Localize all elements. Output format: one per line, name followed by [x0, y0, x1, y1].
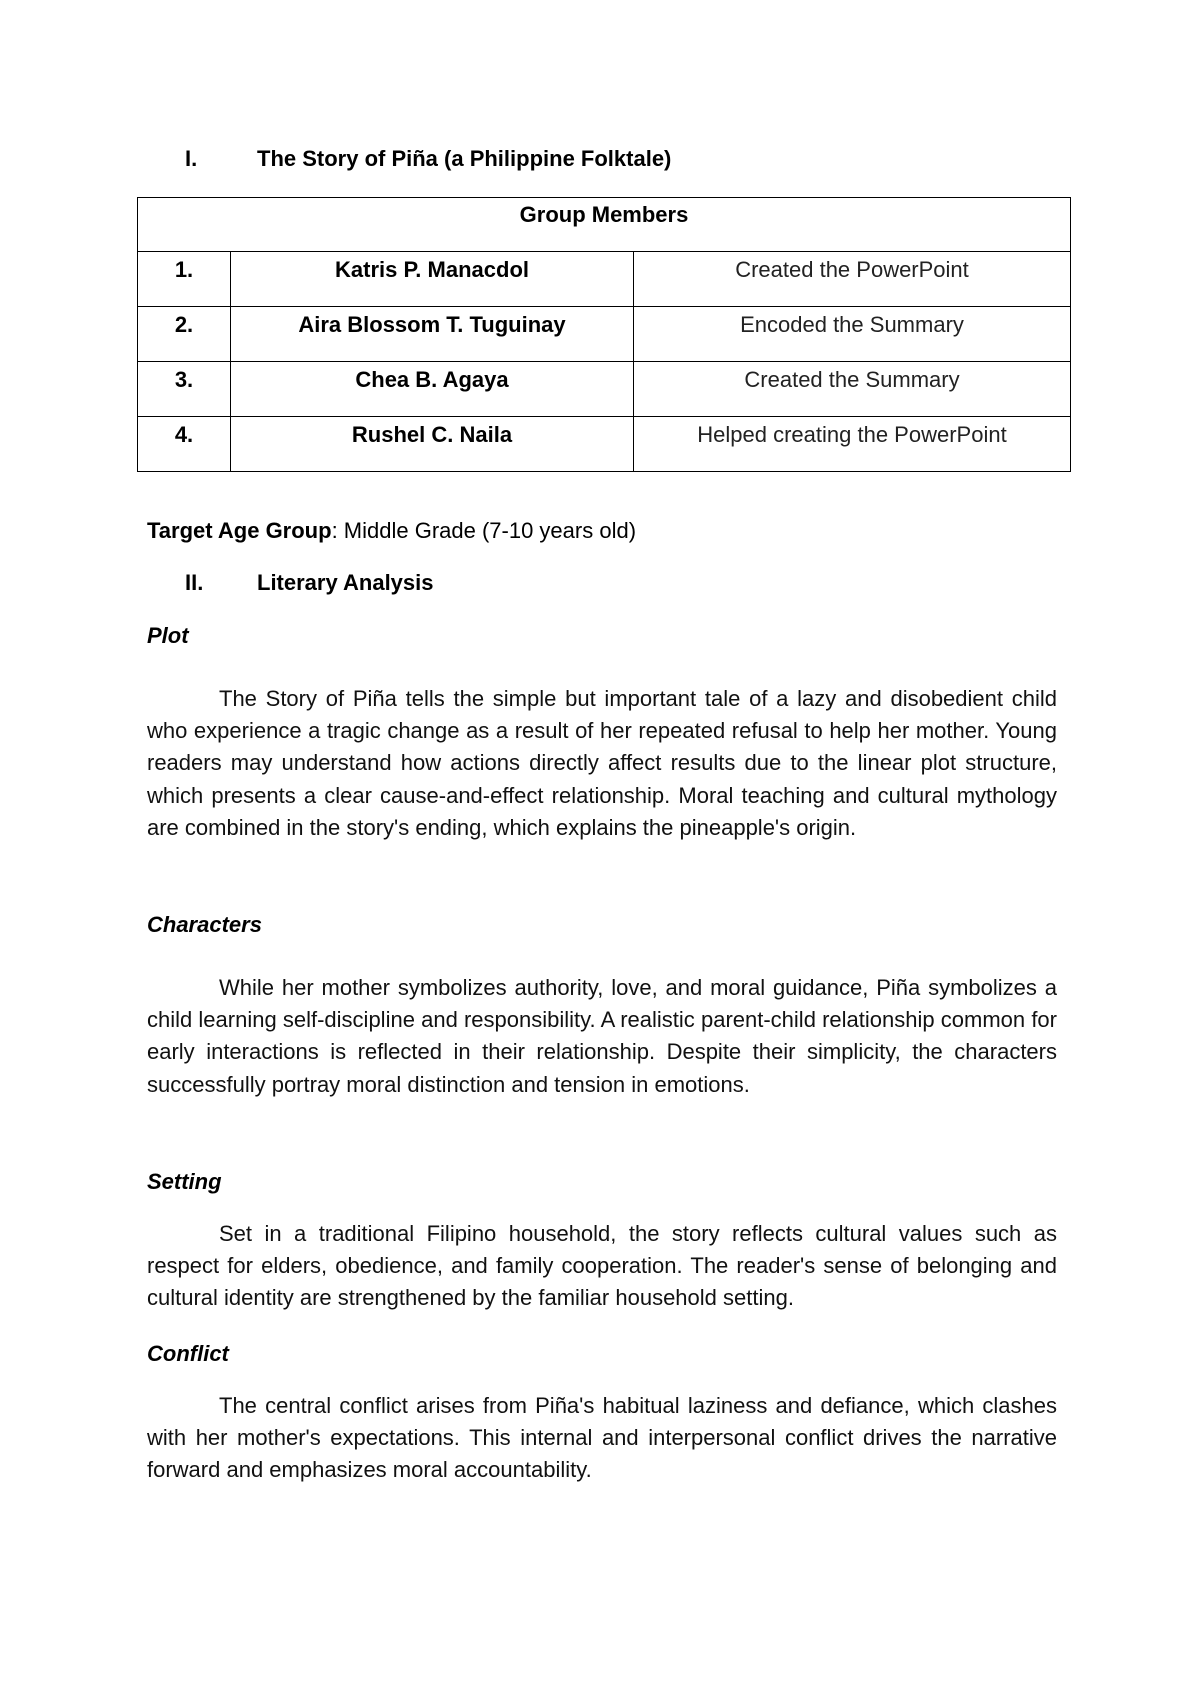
- conflict-heading: Conflict: [147, 1341, 229, 1366]
- table-header: Group Members: [138, 198, 1071, 252]
- table-row: [138, 307, 1071, 362]
- member-role: Created the PowerPoint: [634, 252, 1071, 307]
- section-title: Literary Analysis: [257, 570, 434, 595]
- table-row: [138, 417, 1071, 472]
- member-number: 3.: [138, 362, 231, 417]
- section-number: I.: [185, 146, 198, 171]
- setting-paragraph: Set in a traditional Filipino household, the story reflects cultural values such as respect for elders, obedience, and family cooperation. The reader's sense of belonging and cultural identity are strengthened by the familiar household setting.: [147, 1221, 1057, 1311]
- member-number: 1.: [138, 252, 231, 307]
- member-name: Rushel C. Naila: [231, 417, 634, 472]
- member-role: Encoded the Summary: [634, 307, 1071, 362]
- section-title: The Story of Piña (a Philippine Folktale): [257, 146, 672, 171]
- characters-paragraph: While her mother symbolizes authority, love, and moral guidance, Piña symbolizes a child learning self-discipline and responsibility. A realistic parent-child relationship common for early interactions is reflected in their relationship. Despite their simplicity, the characters successfully portray moral distinction and tension in emotions.: [147, 975, 1057, 1097]
- member-number: 2.: [138, 307, 231, 362]
- plot-paragraph: The Story of Piña tells the simple but important tale of a lazy and disobedient child who experience a tragic change as a result of her repeated refusal to help her mother. Young readers may understand how actions directly affect results due to the linear plot structure, which presents a clear cause-and-effect relationship. Moral teaching and cultural mythology are combined in the story's ending, which explains the pineapple's origin.: [147, 686, 1057, 840]
- member-role: Created the Summary: [634, 362, 1071, 417]
- conflict-paragraph: The central conflict arises from Piña's habitual laziness and defiance, which clashes with her mother's expectations. This internal and interpersonal conflict drives the narrative forward and emphasizes moral accountability.: [147, 1393, 1057, 1483]
- group-members-table: [137, 197, 1071, 472]
- setting-heading: Setting: [147, 1169, 222, 1194]
- table-header-row: [138, 198, 1071, 252]
- table-row: [138, 362, 1071, 417]
- table-row: [138, 252, 1071, 307]
- member-name: Chea B. Agaya: [231, 362, 634, 417]
- section-number: II.: [185, 570, 204, 595]
- characters-heading: Characters: [147, 912, 262, 937]
- member-name: Aira Blossom T. Tuguinay: [231, 307, 634, 362]
- member-number: 4.: [138, 417, 231, 472]
- member-name: Katris P. Manacdol: [231, 252, 634, 307]
- member-role: Helped creating the PowerPoint: [634, 417, 1071, 472]
- target-value: : Middle Grade (7-10 years old): [331, 518, 637, 543]
- target-label: Target Age Group: [147, 518, 332, 543]
- target-age-group: [147, 518, 636, 544]
- plot-heading: Plot: [147, 623, 189, 648]
- section-heading-1: [185, 146, 671, 172]
- section-heading-2: [185, 570, 434, 596]
